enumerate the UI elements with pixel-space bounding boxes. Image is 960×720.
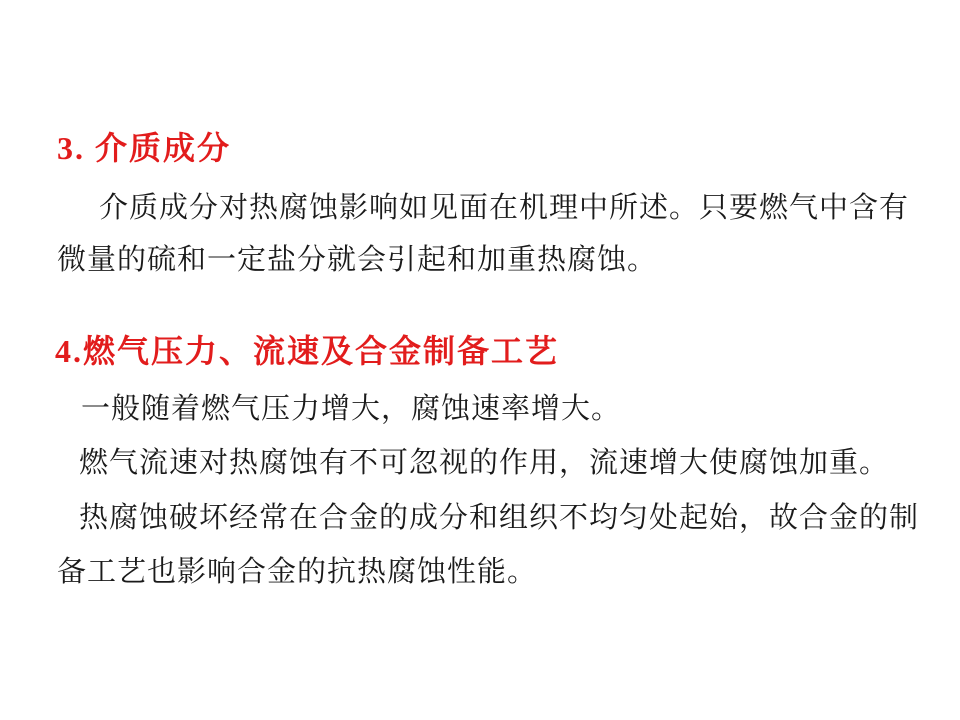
section-4-body-line-3: 热腐蚀破坏经常在合金的成分和组织不均匀处起始，故合金的制 — [79, 502, 920, 534]
section-4-body-line-1: 一般随着燃气压力增大，腐蚀速率增大。 — [81, 393, 622, 425]
section-3-heading: 3. 介质成分 — [57, 130, 232, 166]
section-3-body-line-2: 微量的硫和一定盐分就会引起和加重热腐蚀。 — [57, 244, 658, 276]
section-4-body-line-4: 备工艺也影响合金的抗热腐蚀性能。 — [57, 556, 538, 588]
section-4-body-line-2: 燃气流速对热腐蚀有不可忽视的作用，流速增大使腐蚀加重。 — [79, 447, 890, 479]
section-4-heading: 4.燃气压力、流速及合金制备工艺 — [55, 333, 560, 369]
section-3-body-line-1: 介质成分对热腐蚀影响如见面在机理中所述。只要燃气中含有 — [99, 192, 910, 224]
